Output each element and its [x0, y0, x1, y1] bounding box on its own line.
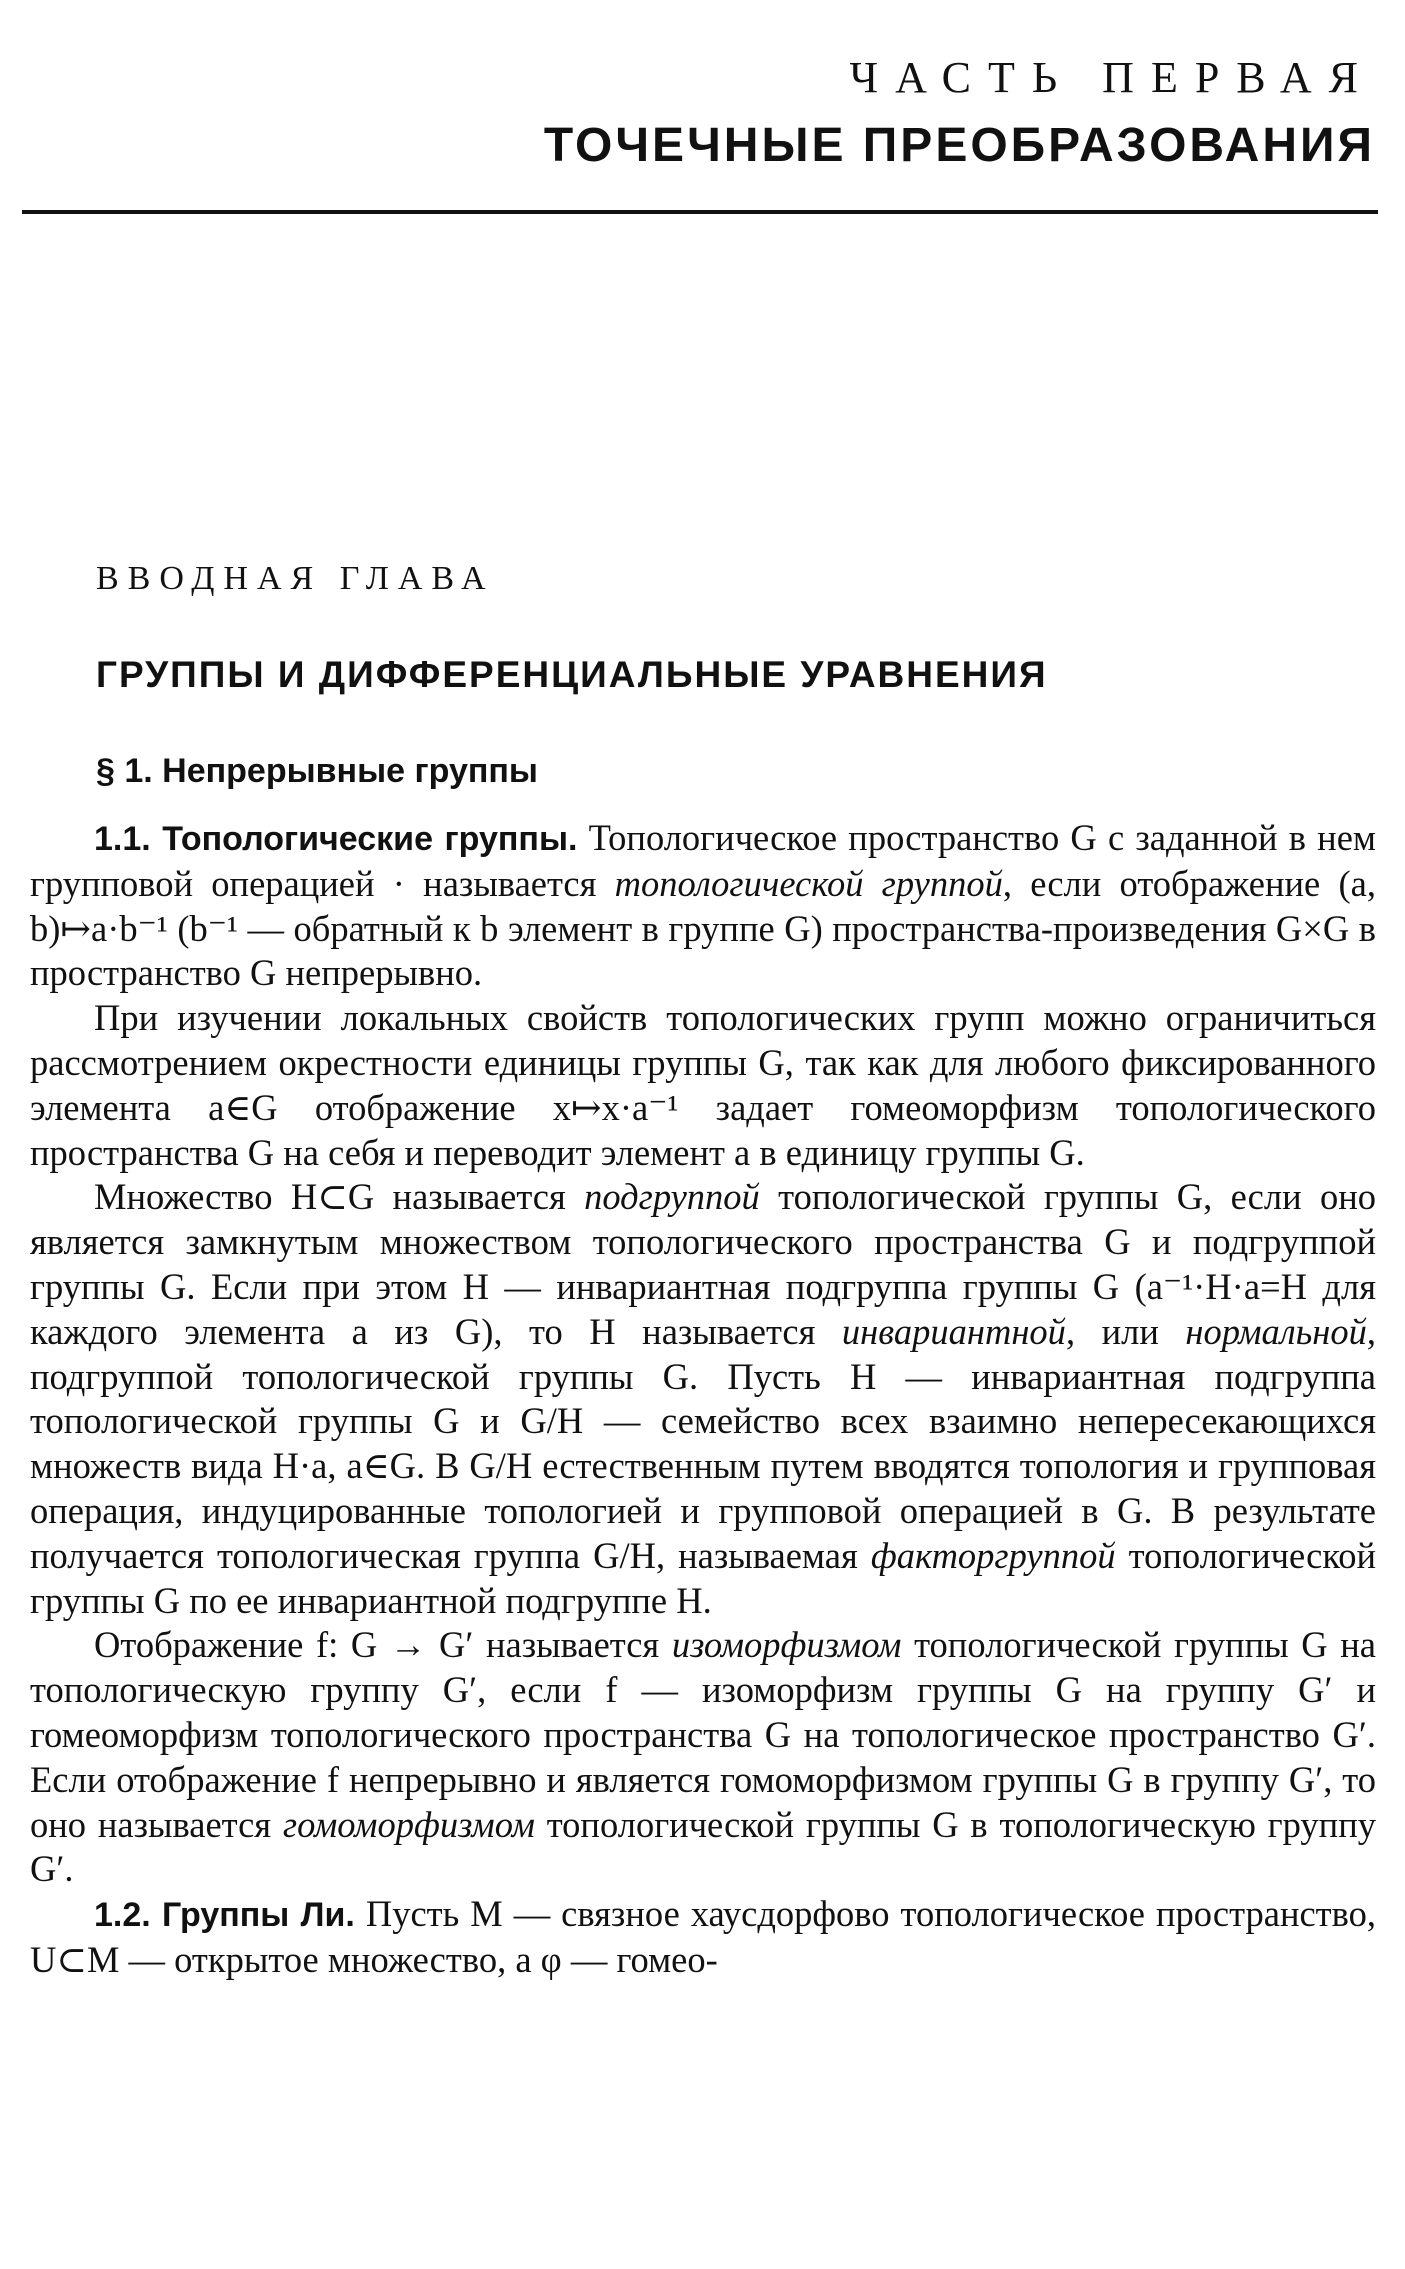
header-rule — [22, 210, 1378, 214]
term: нормальной — [1185, 1310, 1367, 1352]
paragraph-text: топологической группы G по ее инвариантной подгруппе H. — [30, 1534, 1376, 1621]
subsection-heading: 1.1. Топологические группы. — [94, 820, 578, 858]
term: подгруппой — [584, 1176, 760, 1218]
paragraph-text: , подгруппой топологической группы G. Пусть H — инвариантная подгруппа топологической группы G и G/H — семейство всех взаимно непересекающихся множеств вида H·a, a∈G. В G/H естественным путем вводятся топология и групповая операция, индуцированные топологией и групповой операцией в G. В результате получается топологическая группа G/H, называемая — [30, 1310, 1376, 1576]
subsection-heading: 1.2. Группы Ли. — [94, 1896, 355, 1935]
term: топологической группой — [614, 862, 1003, 904]
term: изоморфизмом — [671, 1624, 902, 1666]
paragraph-text: Топологическое пространство G с заданной в нем групповой операцией · называется — [30, 817, 1376, 904]
section-title: § 1. Непрерывные группы — [96, 752, 538, 790]
paragraph-text: Отображение f: G → G′ называется — [94, 1624, 672, 1666]
part-title: ТОЧЕЧНЫЕ ПРЕОБРАЗОВАНИЯ — [543, 119, 1375, 172]
paragraph-text: , или — [1065, 1310, 1186, 1352]
paragraph-text: топологической группы G в топологическую группу G′. — [30, 1803, 1376, 1890]
paragraph-text: топологической группы G на топологическую группу G′, если f — изоморфизм группы G на группу G′ и гомеоморфизм топологического пространства G на топологическое пространство G′. Если отображение f непрерывно и является гомоморфизмом группы G в группу G′, то оно называется — [30, 1624, 1376, 1845]
paragraph-text: Пусть M — связное хаусдорфово топологическое пространство, U⊂M — открытое множество, а φ — гомео- — [30, 1893, 1376, 1980]
paragraph-local-properties — [30, 996, 1376, 1175]
part-label: ЧАСТЬ ПЕРВАЯ — [849, 53, 1375, 102]
term: гомоморфизмом — [282, 1803, 535, 1845]
body-text — [30, 816, 1376, 1983]
term: инвариантной — [841, 1310, 1066, 1352]
chapter-title: ГРУППЫ И ДИФФЕРЕНЦИАЛЬНЫЕ УРАВНЕНИЯ — [96, 654, 1048, 695]
paragraph-text: Множество H⊂G называется — [94, 1176, 585, 1218]
paragraph-text: При изучении локальных свойств топологических групп можно ограничиться рассмотрением окрестности единицы группы G, так как для любого фиксированного элемента a∈G отображение x↦x·a⁻¹ задает гомеоморфизм топологического пространства G на себя и переводит элемент a в единицу группы G. — [30, 997, 1376, 1173]
paragraph-isomorphisms — [30, 1623, 1376, 1892]
paragraph-lie-groups — [30, 1892, 1376, 1983]
paragraph-text: , если отображение (a, b)↦a·b⁻¹ (b⁻¹ — обратный к b элемент в группе G) пространства-произведения G×G в пространство G непрерывно. — [30, 862, 1376, 994]
chapter-label: ВВОДНАЯ ГЛАВА — [96, 560, 495, 597]
term: факторгруппой — [870, 1534, 1116, 1576]
paragraph-topological-groups — [30, 816, 1376, 996]
paragraph-subgroups — [30, 1175, 1376, 1623]
paragraph-text: топологической группы G, если оно является замкнутым множеством топологического пространства G и подгруппой группы G. Если при этом H — инвариантная подгруппа группы G (a⁻¹·H·a=H для каждого элемента a из G), то H называется — [30, 1176, 1376, 1352]
